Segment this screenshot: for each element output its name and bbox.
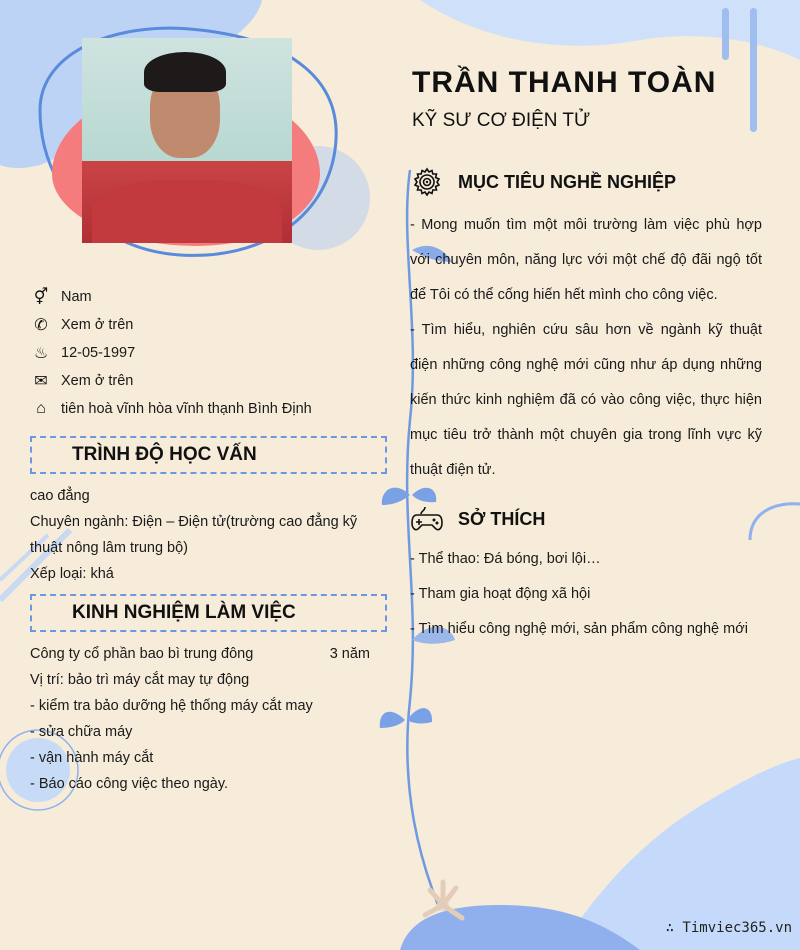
info-gender <box>30 283 390 311</box>
hobby-heading: SỞ THÍCH <box>458 508 546 529</box>
experience-line: - Báo cáo công việc theo ngày. <box>30 776 229 792</box>
education-content <box>30 483 380 587</box>
hobby-heading-row <box>410 502 545 536</box>
info-phone <box>30 311 390 339</box>
watermark: ∴ Timviec365.vn <box>665 920 792 936</box>
info-value: Xem ở trên <box>61 317 134 333</box>
experience-heading: KINH NGHIỆM LÀM VIỆC <box>30 594 387 632</box>
profile-photo <box>52 38 320 246</box>
goal-line: - Mong muốn tìm một môi trường làm việc phù hợp với chuyên môn, năng lực với một chế độ đãi ngộ tốt để Tôi có thể cống hiến hết mình cho công việc. <box>410 217 762 303</box>
hobby-content <box>410 542 770 647</box>
personal-info <box>30 283 390 423</box>
info-value: Nam <box>61 289 92 305</box>
target-icon <box>410 165 444 199</box>
hobby-line: - Thể thao: Đá bóng, bơi lội… <box>410 551 601 567</box>
hobby-line: - Tham gia hoạt động xã hội <box>410 586 591 602</box>
hobby-line: - Tìm hiểu công nghệ mới, sản phẩm công nghệ mới <box>410 621 748 637</box>
experience-line: Vị trí: bảo trì máy cắt may tự động <box>30 672 250 688</box>
work-duration: 3 năm <box>329 646 370 662</box>
job-title: KỸ SƯ CƠ ĐIỆN TỬ <box>412 110 591 131</box>
info-value: 12-05-1997 <box>61 345 136 361</box>
home-icon: ⌂ <box>36 400 46 417</box>
birthday-cake-icon: ♨ <box>33 345 49 362</box>
goal-content <box>410 208 762 488</box>
experience-line: - vận hành máy cắt <box>30 750 154 766</box>
experience-line: - sửa chữa máy <box>30 724 133 740</box>
experience-content <box>30 641 380 797</box>
info-email <box>30 367 390 395</box>
gamepad-icon <box>410 502 444 536</box>
education-heading: TRÌNH ĐỘ HỌC VẤN <box>30 436 387 474</box>
experience-header <box>30 641 380 667</box>
phone-icon: ✆ <box>34 317 48 334</box>
education-line: Xếp loại: khá <box>30 566 114 582</box>
education-line: cao đẳng <box>30 488 90 504</box>
experience-line: - kiểm tra bảo dưỡng hệ thống máy cắt may <box>30 698 313 714</box>
info-address <box>30 395 390 423</box>
education-line: Chuyên ngành: Điện – Điện tử(trường cao đẳng kỹ thuật nông lâm trung bộ) <box>30 514 358 556</box>
candidate-name: TRẦN THANH TOÀN <box>412 66 717 99</box>
goal-heading-row <box>410 165 676 199</box>
gender-icon: ⚥ <box>33 289 49 306</box>
info-value: Xem ở trên <box>61 373 134 389</box>
envelope-icon: ✉ <box>34 373 48 390</box>
info-birthday <box>30 339 390 367</box>
avatar <box>82 38 292 243</box>
goal-line: - Tìm hiểu, nghiên cứu sâu hơn về ngành kỹ thuật điện những công nghệ mới cũng như áp dụng những kiến thức kinh nghiệm đã có vào công việc, thực hiện mục tiêu trở thành một chuyên gia trong lĩnh vực kỹ thuật điện tử. <box>410 322 762 478</box>
goal-heading: MỤC TIÊU NGHỀ NGHIỆP <box>458 171 677 192</box>
company-name: Công ty cổ phần bao bì trung đông <box>30 646 254 662</box>
info-value: tiên hoà vĩnh hòa vĩnh thạnh Bình Định <box>61 401 312 417</box>
